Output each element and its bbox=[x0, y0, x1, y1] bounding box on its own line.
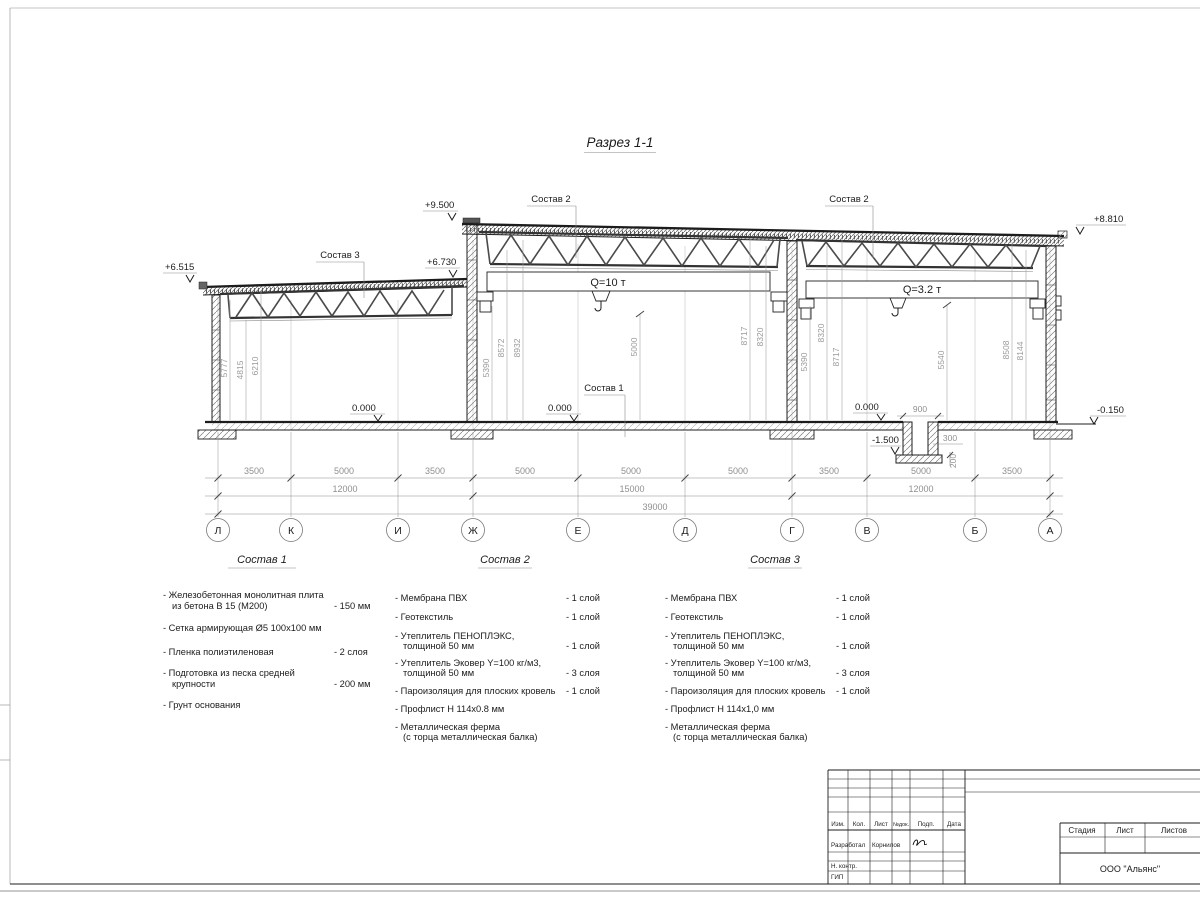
axis-label: Г bbox=[789, 525, 795, 537]
dim-text: 5000 bbox=[333, 466, 355, 476]
parapet-cap bbox=[463, 218, 480, 223]
composition-title: Состав 1 bbox=[237, 554, 287, 566]
vdim: 8932 bbox=[512, 338, 522, 358]
comp-value: - 1 слой bbox=[566, 686, 600, 696]
comp-line: - Металлическая ферма bbox=[395, 722, 501, 732]
section-title bbox=[584, 135, 656, 153]
axis-label: Д bbox=[681, 525, 689, 537]
level-ground-out bbox=[1090, 405, 1126, 424]
wall-axis-zh bbox=[467, 222, 477, 422]
comp-value: - 1 слой bbox=[566, 612, 600, 622]
level-text: -1.500 bbox=[872, 435, 899, 446]
comp-value: - 1 слой bbox=[836, 686, 870, 696]
dim-text: 12000 bbox=[908, 484, 934, 494]
dim-text: 5000 bbox=[910, 466, 932, 476]
comp-value: - 1 слой bbox=[836, 612, 870, 622]
level-text: 0.000 bbox=[548, 403, 572, 414]
comp-line: толщиной 50 мм bbox=[403, 641, 475, 651]
tb-header: №док. bbox=[892, 822, 910, 828]
tb-sheets-label: Листов bbox=[1161, 826, 1187, 835]
dim-text: 5000 bbox=[514, 466, 536, 476]
level-text: +8.810 bbox=[1094, 214, 1124, 225]
level-mid-eave bbox=[425, 257, 460, 277]
signature bbox=[913, 840, 927, 845]
axis-label: К bbox=[287, 525, 295, 537]
comp-line: - Пленка полиэтиленовая bbox=[163, 647, 274, 657]
level-text: 0.000 bbox=[855, 402, 879, 413]
dim-text: 3500 bbox=[243, 466, 265, 476]
comp-value: - 1 слой bbox=[566, 593, 600, 603]
comp-line: толщиной 50 мм bbox=[673, 641, 745, 651]
comp-line: - Геотекстиль bbox=[395, 612, 454, 622]
vdim: 8320 bbox=[755, 327, 765, 347]
tb-developed-label: Разработал bbox=[831, 842, 866, 849]
axis-label: И bbox=[394, 525, 402, 537]
comp-value: - 3 слоя bbox=[836, 668, 870, 678]
comp-value: - 1 слой bbox=[836, 593, 870, 603]
level-text: +6.515 bbox=[165, 262, 195, 273]
comp-value: - 1 слой bbox=[836, 641, 870, 651]
tb-ncontrol-label: Н. контр. bbox=[831, 863, 857, 870]
comp-line: - Утеплитель ПЕНОПЛЭКС, bbox=[665, 631, 785, 641]
pit-width-dim: 900 bbox=[912, 404, 928, 414]
comp-line: - Утеплитель ПЕНОПЛЭКС, bbox=[395, 631, 515, 641]
wall-bracket bbox=[1056, 296, 1061, 306]
tb-header: Подп. bbox=[917, 821, 935, 828]
tb-stage-label: Стадия bbox=[1068, 826, 1096, 835]
tb-header: Лист bbox=[874, 821, 888, 828]
crane-hook-main-icon bbox=[595, 301, 601, 311]
composition-1 bbox=[163, 554, 371, 710]
comp-line: (с торца металлическая балка) bbox=[673, 732, 808, 742]
level-text: 0.000 bbox=[352, 403, 376, 414]
level-right-eave bbox=[1076, 214, 1126, 234]
axis-bubbles bbox=[207, 519, 1062, 542]
wall-bracket bbox=[1056, 310, 1061, 320]
comp-value: - 1 слой bbox=[566, 641, 600, 651]
vdim: 8144 bbox=[1015, 341, 1025, 361]
axis-label: Ж bbox=[468, 525, 478, 537]
tb-gip-label: ГИП bbox=[831, 874, 844, 881]
level-pit-bottom bbox=[870, 435, 901, 454]
comp-line: - Мембрана ПВХ bbox=[665, 593, 738, 603]
pit bbox=[896, 404, 963, 468]
comp-line: - Профлист Н 114х1,0 мм bbox=[665, 704, 775, 714]
pit-wall-dim: 300 bbox=[942, 433, 958, 443]
pit-slab-dim: 200 bbox=[948, 453, 958, 469]
comp-line: - Геотекстиль bbox=[665, 612, 724, 622]
comp-line: - Пароизоляция для плоских кровель bbox=[665, 686, 826, 696]
cranes bbox=[477, 272, 1045, 319]
footing bbox=[451, 430, 493, 439]
axis-label: Л bbox=[214, 525, 222, 537]
crane-hook-aux-icon bbox=[892, 308, 898, 316]
vdim-hook-height: 5540 bbox=[936, 350, 946, 370]
vdim: 8508 bbox=[1001, 340, 1011, 360]
footing bbox=[1034, 430, 1072, 439]
eave-end-left bbox=[199, 282, 207, 289]
floor-foundation bbox=[198, 422, 1096, 439]
tb-header: Дата bbox=[947, 821, 961, 828]
comp-line: из бетона В 15 (М200) bbox=[172, 601, 268, 611]
wall-axis-g bbox=[787, 241, 797, 422]
vdim: 8717 bbox=[831, 347, 841, 367]
footing bbox=[198, 430, 236, 439]
composition-title: Состав 2 bbox=[480, 554, 530, 566]
vdim: 5390 bbox=[481, 358, 491, 378]
wall-axis-a bbox=[1046, 246, 1056, 422]
vdim: 5777 bbox=[219, 358, 229, 378]
truss-right bbox=[796, 240, 1046, 272]
tb-header: Кол. bbox=[852, 821, 866, 828]
level-text: +6.730 bbox=[427, 257, 457, 268]
tb-header: Изм. bbox=[831, 821, 845, 828]
level-text: -0.150 bbox=[1097, 405, 1124, 416]
crane-trolley-main bbox=[592, 291, 610, 301]
level-floor-left bbox=[350, 403, 385, 421]
dim-text: 3500 bbox=[424, 466, 446, 476]
composition-title: Состав 3 bbox=[750, 554, 800, 566]
tb-sheet-label: Лист bbox=[1116, 826, 1134, 835]
comp-line: толщиной 50 мм bbox=[403, 668, 475, 678]
callout-text: Состав 2 bbox=[829, 194, 869, 205]
vdim: 8572 bbox=[496, 338, 506, 358]
axis-label: Е bbox=[574, 525, 582, 537]
vdim: 5390 bbox=[799, 352, 809, 372]
comp-line: - Металлическая ферма bbox=[665, 722, 771, 732]
level-left-eave bbox=[163, 262, 197, 282]
dim-text: 5000 bbox=[727, 466, 749, 476]
vdim-hook-height: 5000 bbox=[629, 337, 639, 357]
tb-company: ООО "Альянс" bbox=[1099, 864, 1161, 874]
composition-3 bbox=[665, 554, 870, 742]
wall-axis-l bbox=[212, 295, 220, 422]
callout-text: Состав 1 bbox=[584, 383, 624, 394]
level-floor-right bbox=[853, 402, 888, 420]
composition-2 bbox=[395, 554, 600, 742]
axis-label: Б bbox=[971, 525, 979, 537]
tb-developed-name: Корнилов bbox=[872, 842, 901, 849]
comp-line: - Утеплитель Эковер Y=100 кг/м3, bbox=[665, 658, 812, 668]
comp-value: - 200 мм bbox=[334, 679, 371, 689]
callout-text: Состав 3 bbox=[320, 250, 360, 261]
axis-label: В bbox=[863, 525, 871, 537]
dim-text: 5000 bbox=[620, 466, 642, 476]
dim-text: 15000 bbox=[619, 484, 645, 494]
walls bbox=[212, 218, 1061, 422]
callout-text: Состав 2 bbox=[531, 194, 571, 205]
dim-text: 12000 bbox=[332, 484, 358, 494]
crane-aux-label: Q=3.2 т bbox=[902, 284, 942, 296]
comp-line: - Профлист Н 114х0.8 мм bbox=[395, 704, 505, 714]
level-text: +9.500 bbox=[425, 200, 455, 211]
comp-line: - Железобетонная монолитная плита bbox=[163, 590, 324, 600]
comp-line: - Подготовка из песка средней bbox=[163, 668, 295, 678]
comp-line: (с торца металлическая балка) bbox=[403, 732, 538, 742]
comp-line: - Утеплитель Эковер Y=100 кг/м3, bbox=[395, 658, 542, 668]
vdim: 8717 bbox=[739, 326, 749, 346]
crane-trolley-aux bbox=[890, 298, 906, 308]
comp-value: - 2 слоя bbox=[334, 647, 368, 657]
level-ridge bbox=[423, 200, 458, 220]
vdim: 8320 bbox=[816, 323, 826, 343]
composition-lists bbox=[163, 554, 870, 742]
section-title-text: Разрез 1-1 bbox=[586, 135, 654, 150]
comp-value: - 150 мм bbox=[334, 601, 371, 611]
comp-line: толщиной 50 мм bbox=[673, 668, 745, 678]
crane-main-label: Q=10 т bbox=[590, 277, 626, 289]
dim-text: 3500 bbox=[1001, 466, 1023, 476]
dim-total: 39000 bbox=[642, 502, 668, 512]
level-floor-mid bbox=[546, 403, 581, 421]
axis-label: А bbox=[1046, 525, 1054, 537]
comp-line: - Грунт основания bbox=[163, 700, 241, 710]
vdim: 6210 bbox=[250, 356, 260, 376]
eave-end-right bbox=[1058, 231, 1067, 238]
comp-line: - Пароизоляция для плоских кровель bbox=[395, 686, 556, 696]
crane-beam-main bbox=[487, 272, 770, 291]
comp-value: - 3 слоя bbox=[566, 668, 600, 678]
comp-line: - Сетка армирующая Ø5 100х100 мм bbox=[163, 623, 322, 633]
vdim: 4815 bbox=[235, 360, 245, 380]
axis-lines bbox=[218, 240, 1050, 430]
dim-text: 3500 bbox=[818, 466, 840, 476]
comp-line: крупности bbox=[172, 679, 216, 689]
title-block bbox=[828, 770, 1200, 884]
comp-line: - Мембрана ПВХ bbox=[395, 593, 468, 603]
